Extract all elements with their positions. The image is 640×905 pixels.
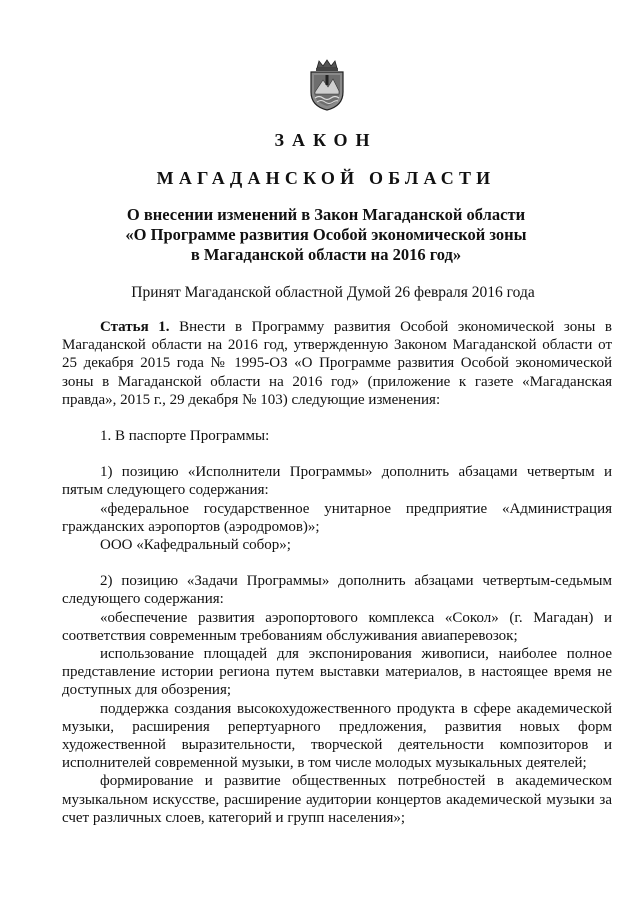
article-label: Статья 1. [100, 319, 170, 335]
law-title-line: О внесении изменений в Закон Магаданской области [126, 205, 526, 224]
document-type-title: ЗАКОН [274, 130, 378, 150]
body-paragraph: «обеспечение развития аэропортового комплекса «Сокол» (г. Магадан) и соответствия современным требованиям обслуживания авиаперевозок; [62, 609, 612, 644]
body-paragraph: 1) позицию «Исполнители Программы» дополнить абзацами четвертым и пятым следующего содержания: [62, 464, 612, 499]
region-name: МАГАДАНСКОЙ ОБЛАСТИ [156, 168, 496, 188]
adoption-line: Принят Магаданской областной Думой 26 февраля 2016 года [131, 284, 535, 301]
article-text: Внести в Программу развития Особой экономической зоны в Магаданской области на 2016 год, утвержденную Законом Магаданской области от 25 декабря 2015 года № 1995-ОЗ «О Программе развития Особой экономической зоны в Магаданской области на 2016 год» (приложение к газете «Магаданская правда», 2015 г., 29 декабря № 103) следующие изменения: [62, 319, 613, 408]
law-title [0, 205, 640, 265]
body-paragraph: «федеральное государственное унитарное предприятие «Администрация гражданских аэропортов (аэродромов)»; [62, 500, 612, 535]
law-title-line: «О Программе развития Особой экономической зоны [125, 225, 527, 244]
body-paragraph: 1. В паспорте Программы: [100, 428, 270, 445]
magadan-region-coat-of-arms-icon [305, 58, 349, 112]
law-title-line: в Магаданской области на 2016 год» [190, 245, 462, 264]
document-body [62, 318, 612, 827]
body-paragraph: 2) позицию «Задачи Программы» дополнить абзацами четвертым-седьмым следующего содержания: [62, 573, 612, 608]
body-paragraph: формирование и развитие общественных потребностей в академическом музыкальном искусстве, расширение аудитории концертов академической музыки за счет различных слоев, категорий и групп населения»; [62, 773, 612, 826]
article-paragraph [62, 318, 612, 409]
body-paragraph: ООО «Кафедральный собор»; [100, 537, 291, 554]
body-paragraph: поддержка создания высокохудожественного продукта в сфере академической музыки, расширения репертуарного предложения, развития новых форм художественной выразительности, творческой деятельности композиторов и исполнителей современной музыки, в том числе молодых музыкальных деятелей; [62, 700, 612, 772]
body-paragraph: использование площадей для экспонирования живописи, наиболее полное представление истории региона путем выставки материалов, в настоящее время не доступных для обозрения; [62, 646, 612, 699]
